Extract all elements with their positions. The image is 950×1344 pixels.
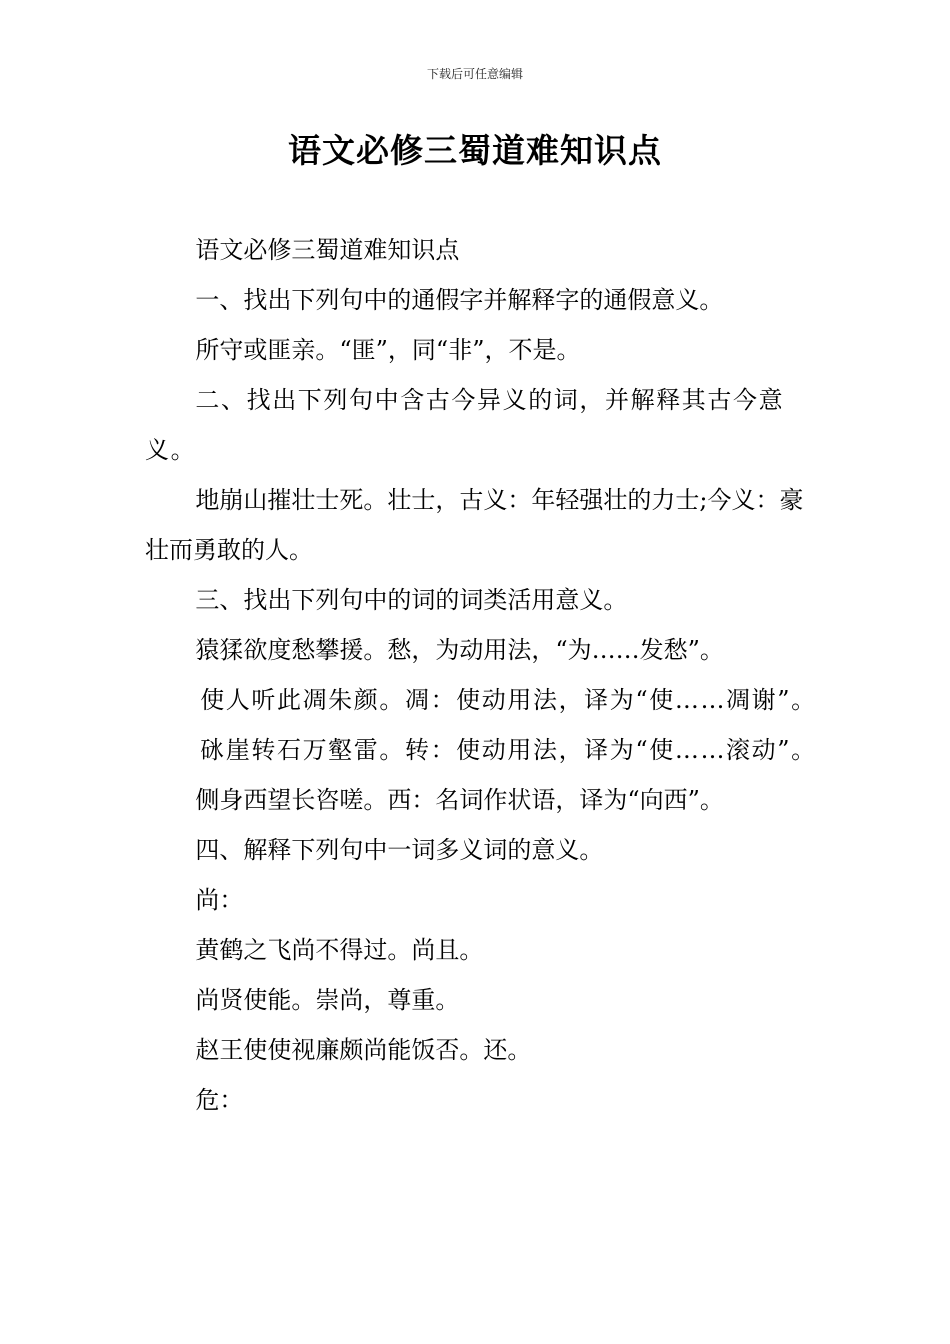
paragraph-section-4-heading: 四、解释下列句中一词多义词的意义。 [195, 836, 604, 864]
paragraph-section-2-item: 地崩山摧壮士死。壮士，古义：年轻强壮的力士;今义：豪壮而勇敢的人。 [145, 486, 804, 564]
paragraph-section-3-item-3: 砯崖转石万壑雷。转：使动用法，译为“使……滚动”。 [200, 736, 817, 764]
paragraph-subtitle: 语文必修三蜀道难知识点 [195, 236, 460, 264]
document-title: 语文必修三蜀道难知识点 [288, 131, 662, 170]
paragraph-word-shang: 尚： [195, 886, 244, 914]
document-body [145, 225, 823, 1125]
paragraph-section-1-item: 所守或匪亲。“匪”，同“非”，不是。 [195, 336, 581, 364]
paragraph-section-2-heading: 二、找出下列句中含古今异义的词，并解释其古今意义。 [145, 386, 785, 464]
page-header-note: 下载后可任意编辑 [426, 67, 523, 81]
paragraph-shang-meaning-3: 赵王使使视廉颇尚能饭否。还。 [195, 1036, 532, 1064]
paragraph-shang-meaning-1: 黄鹤之飞尚不得过。尚且。 [195, 936, 484, 964]
paragraph-section-3-item-2: 使人听此凋朱颜。凋：使动用法，译为“使……凋谢”。 [200, 686, 817, 714]
paragraph-section-3-item-4: 侧身西望长咨嗟。西：名词作状语，译为“向西”。 [195, 786, 724, 814]
paragraph-section-1-heading: 一、找出下列句中的通假字并解释字的通假意义。 [195, 286, 724, 314]
paragraph-section-3-item-1: 猿猱欲度愁攀援。愁，为动用法，“为……发愁”。 [195, 636, 724, 664]
paragraph-shang-meaning-2: 尚贤使能。崇尚，尊重。 [195, 986, 460, 1014]
paragraph-section-3-heading: 三、找出下列句中的词的词类活用意义。 [195, 586, 628, 614]
paragraph-word-wei: 危： [195, 1086, 244, 1114]
